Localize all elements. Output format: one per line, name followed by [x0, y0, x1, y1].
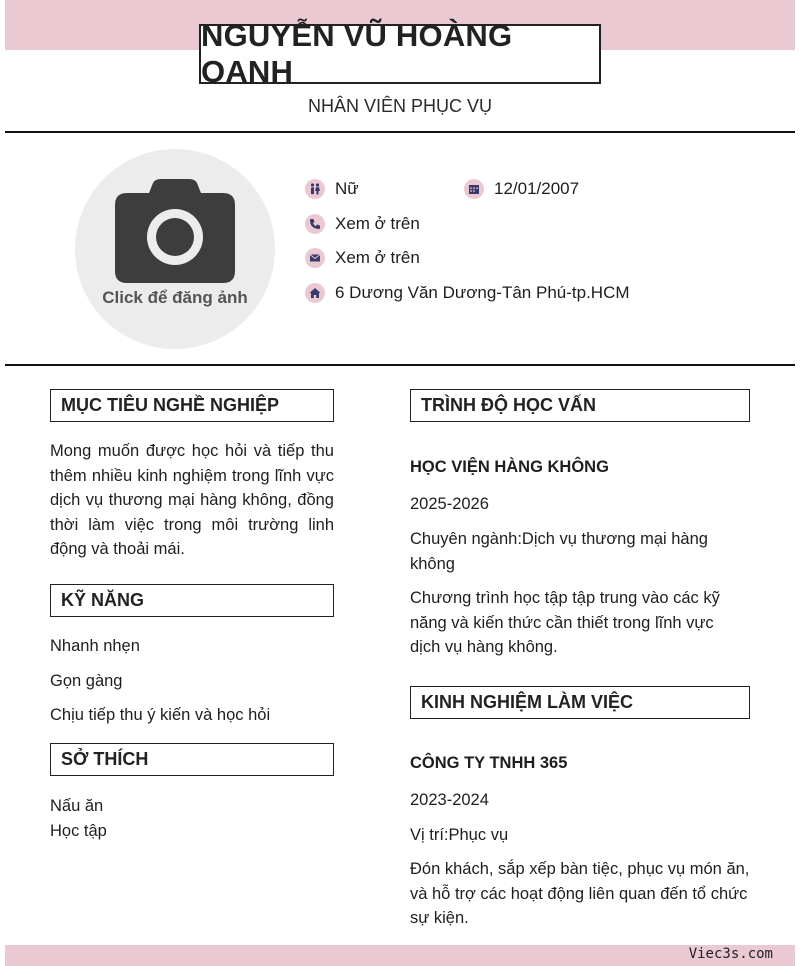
address-row: [305, 283, 630, 303]
calendar-icon: [464, 179, 484, 199]
job-title: NHÂN VIÊN PHỤC VỤ: [307, 96, 493, 116]
experience-position: Vị trí:Phục vụ: [410, 826, 509, 844]
education-major: Chuyên ngành:Dịch vụ thương mại hàng không: [410, 530, 708, 573]
hobbies-heading: SỞ THÍCH: [50, 743, 334, 776]
address-value: 6 Dương Văn Dương-Tân Phú-tp.HCM: [335, 283, 630, 302]
skill-item: Gọn gàng: [50, 672, 123, 690]
home-icon: [305, 283, 325, 303]
divider-top: [5, 131, 795, 133]
gender-icon: [305, 179, 325, 199]
footer-band: [5, 945, 795, 966]
avatar-upload[interactable]: [75, 149, 275, 349]
gender-row: [305, 179, 359, 199]
gender-value: Nữ: [335, 179, 359, 198]
education-heading: TRÌNH ĐỘ HỌC VẤN: [410, 389, 750, 422]
email-value: Xem ở trên: [335, 248, 420, 267]
education-school: HỌC VIỆN HÀNG KHÔNG: [410, 458, 609, 476]
experience-heading: KINH NGHIỆM LÀM VIỆC: [410, 686, 750, 719]
email-row: [305, 248, 420, 268]
birthday-row: [464, 179, 579, 199]
skill-item: Chịu tiếp thu ý kiến và học hỏi: [50, 706, 271, 724]
phone-icon: [305, 214, 325, 234]
birthday-value: 12/01/2007: [494, 179, 580, 198]
envelope-icon: [305, 248, 325, 268]
camera-icon: [115, 179, 235, 283]
education-description: Chương trình học tập tập trung vào các kỹ năng và kiến thức cần thiết trong lĩnh vực dịch vụ hàng không.: [410, 589, 720, 656]
avatar-upload-label: Click để đăng ảnh: [102, 288, 248, 307]
objective-heading: MỤC TIÊU NGHỀ NGHIỆP: [50, 389, 334, 422]
divider-middle: [5, 364, 795, 366]
phone-value: Xem ở trên: [335, 214, 420, 233]
footer-brand: Viec3s.com: [688, 946, 773, 962]
education-period: 2025-2026: [410, 495, 489, 513]
experience-company: CÔNG TY TNHH 365: [410, 754, 568, 772]
hobby-item: Học tập: [50, 822, 107, 840]
experience-description: Đón khách, sắp xếp bàn tiệc, phục vụ món ăn, và hỗ trợ các hoạt động liên quan đến tổ chức sự kiện.: [410, 860, 750, 927]
hobby-item: Nấu ăn: [50, 797, 104, 815]
phone-row: [305, 214, 420, 234]
candidate-name: NGUYỄN VŨ HOÀNG OANH: [199, 24, 601, 84]
objective-text: Mong muốn được học hỏi và tiếp thu thêm nhiều kinh nghiệm trong lĩnh vực dịch vụ thương mại hàng không, đồng thời làm việc trong môi trường linh động và thoải mái.: [50, 442, 334, 558]
experience-period: 2023-2024: [410, 791, 489, 809]
skill-item: Nhanh nhẹn: [50, 637, 140, 655]
skills-heading: KỸ NĂNG: [50, 584, 334, 617]
